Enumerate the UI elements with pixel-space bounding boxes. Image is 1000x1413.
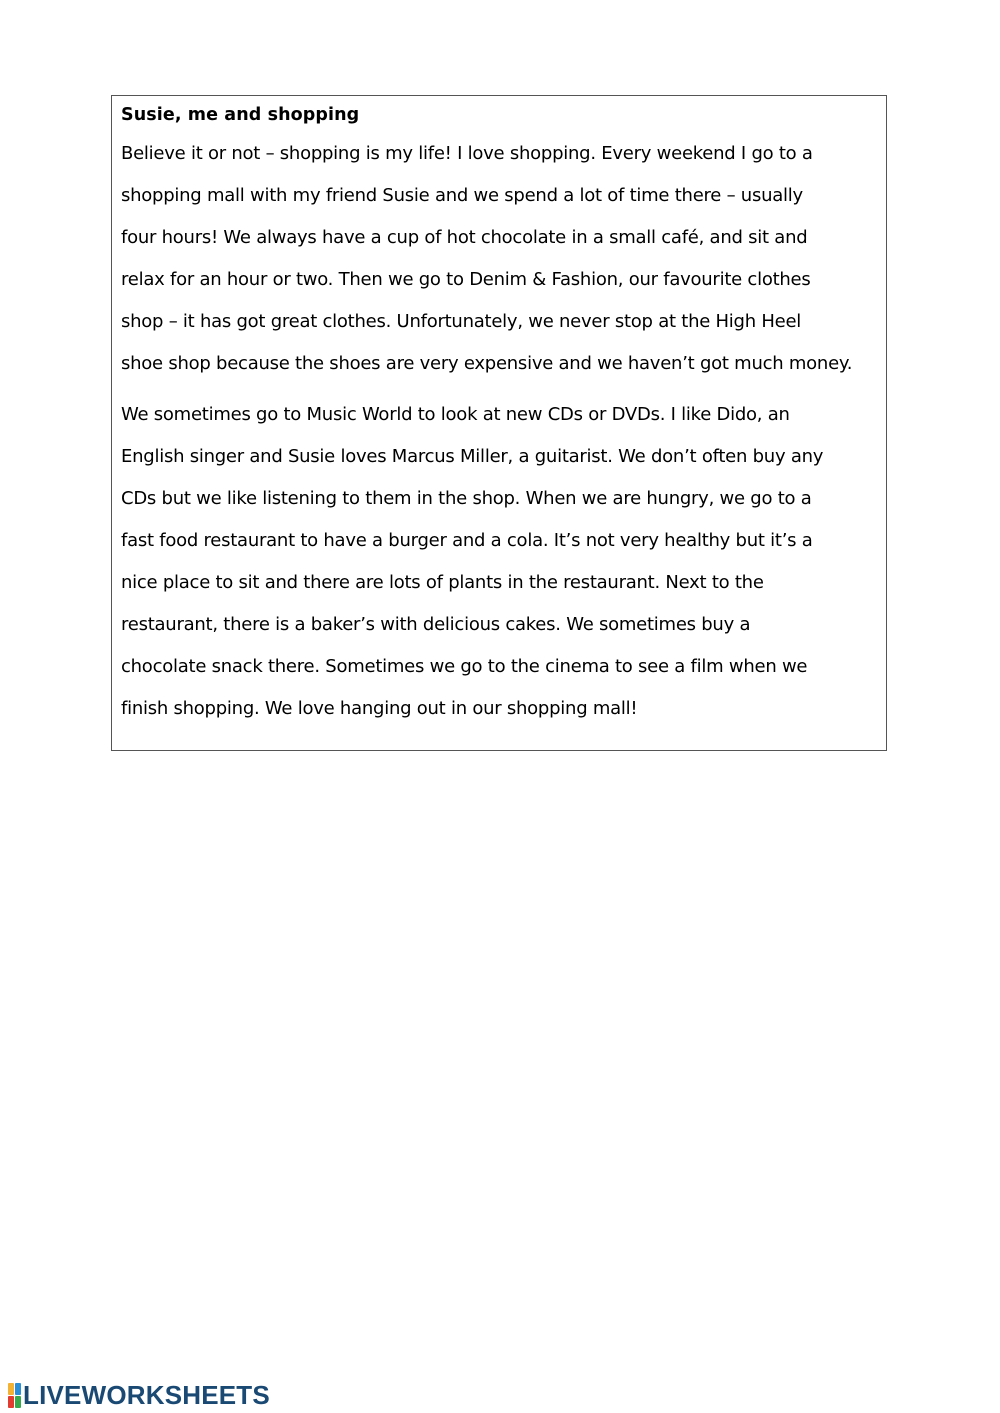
paragraph-1: Believe it or not – shopping is my life! I love shopping. Every weekend I go to a shopping mall with my friend Susie and we spend a lot of time there – usually four hours! We always have a cup of hot chocolate in a small café, and sit and relax for an hour or two. Then we go to Denim & Fashion, our favourite clothes shop – it has got great clothes. Unfortunately, we never stop at the High Heel shoe shop because the shoes are very expensive and we haven’t got much money. xyxy=(121,143,853,374)
worksheet-title: Susie, me and shopping xyxy=(121,105,360,125)
reading-text-box xyxy=(111,95,887,751)
logo-text: LIVEWORKSHEETS xyxy=(23,1380,270,1410)
paragraph-2: We sometimes go to Music World to look at new CDs or DVDs. I like Dido, an English singer and Susie loves Marcus Miller, a guitarist. We don’t often buy any CDs but we like listening to them in the shop. When we are hungry, we go to a fast food restaurant to have a burger and a cola. It’s not very healthy but it’s a nice place to sit and there are lots of plants in the restaurant. Next to the restaurant, there is a baker’s with delicious cakes. We sometimes buy a chocolate snack there. Sometimes we go to the cinema to see a film when we finish shopping. We love hanging out in our shopping mall! xyxy=(121,404,824,719)
liveworksheets-logo xyxy=(8,1381,270,1409)
logo-blocks-icon xyxy=(8,1383,21,1408)
